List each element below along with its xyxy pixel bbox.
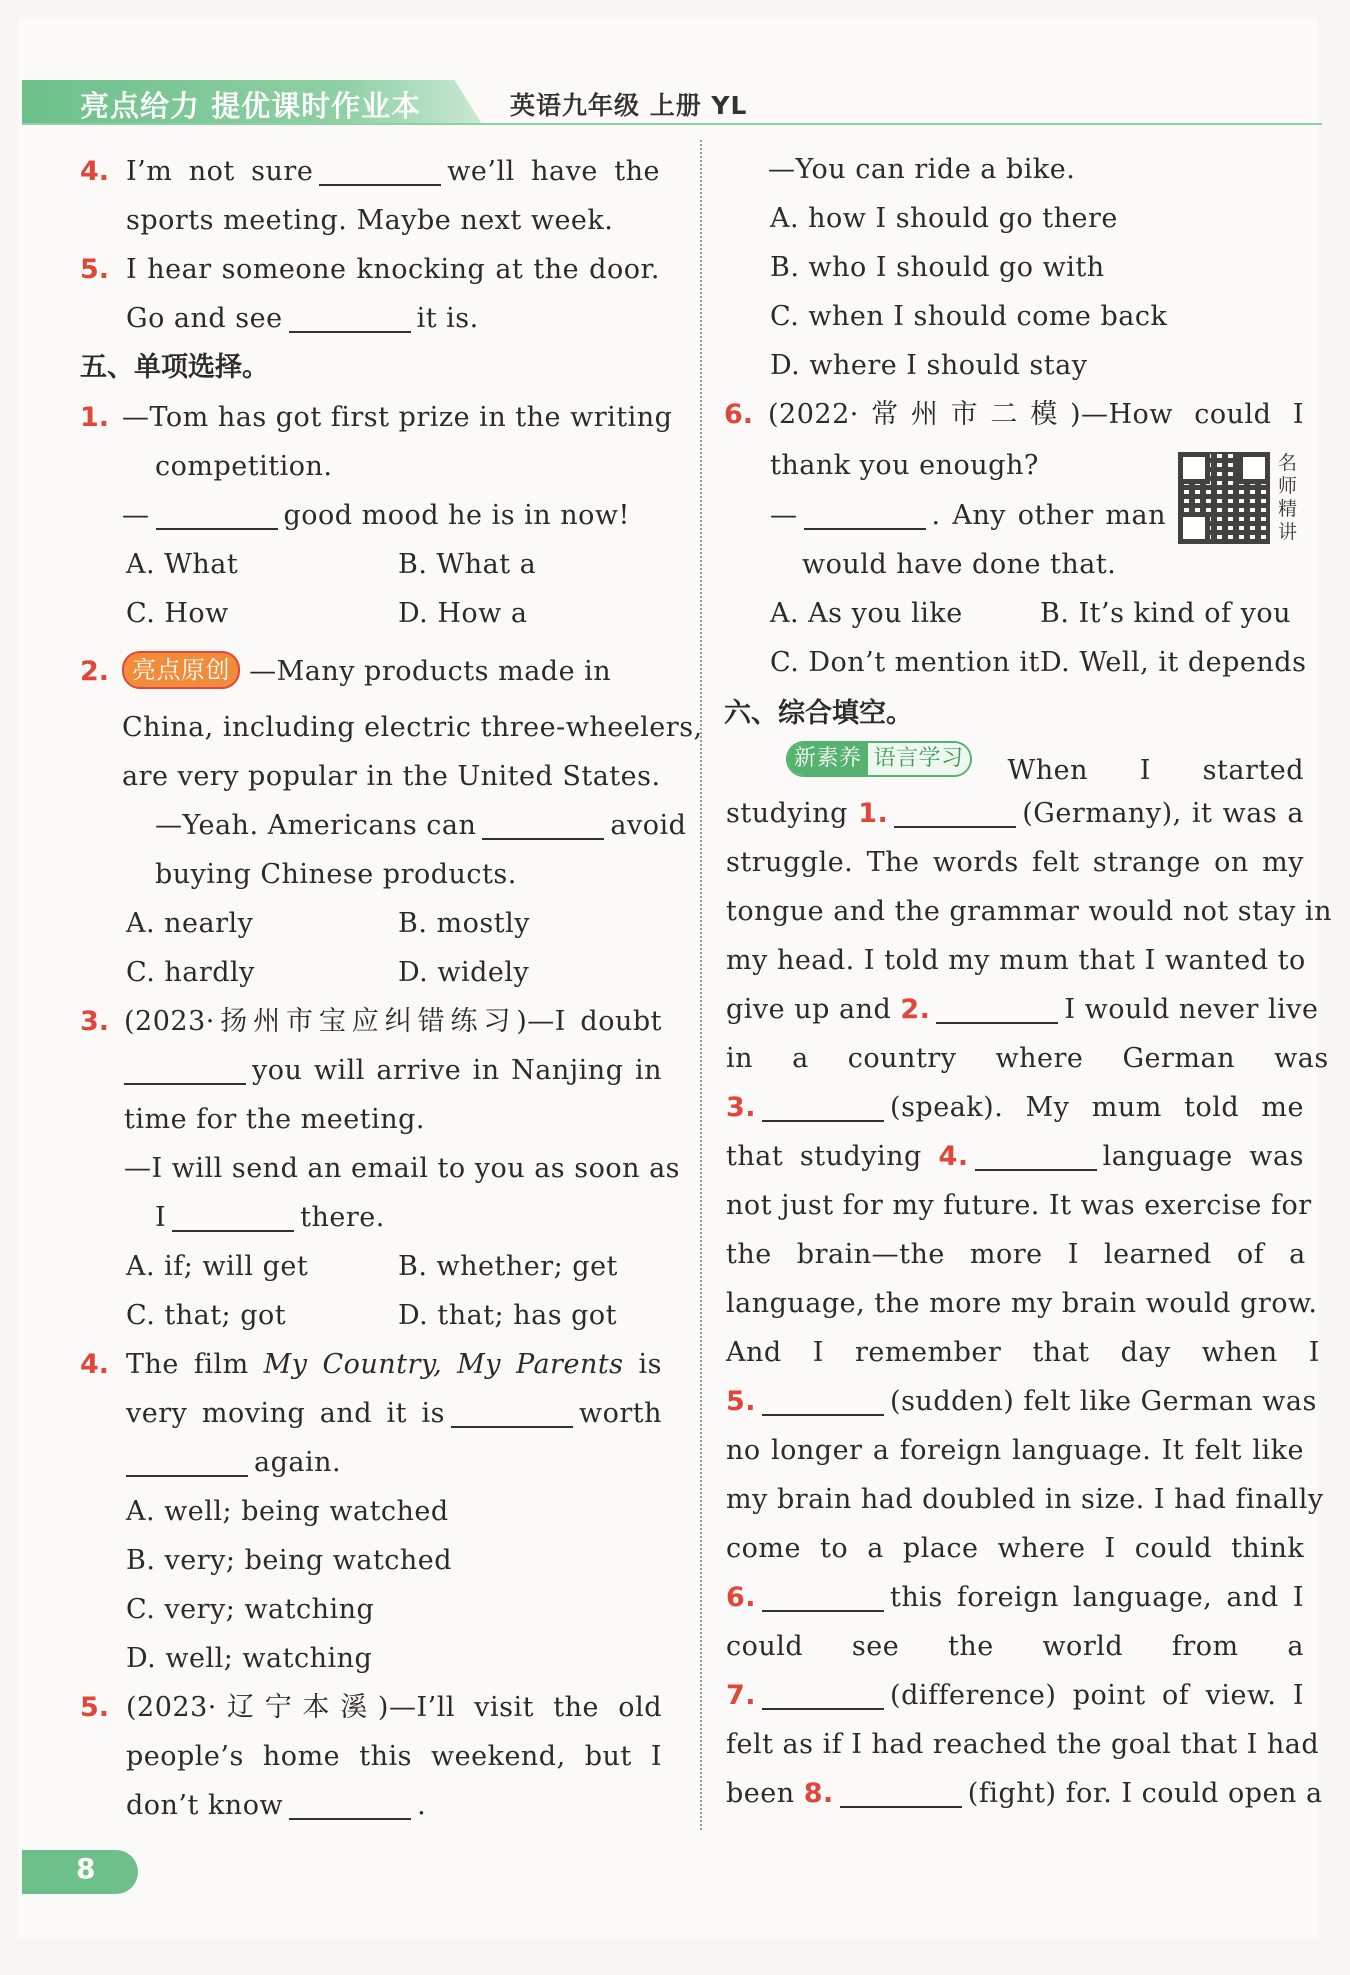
m3-option-c[interactable]: C. that; got — [126, 1300, 287, 1331]
m3-line4: —I will send an email to you as soon as — [124, 1153, 681, 1184]
core-literacy-badge: 新素养 语言学习 — [786, 741, 972, 777]
qr-finder — [1238, 452, 1270, 484]
answer-blank[interactable] — [975, 1137, 1097, 1171]
m5-option-d[interactable]: D. where I should stay — [770, 350, 1088, 381]
item-number: 4. — [80, 1349, 110, 1380]
m4-option-d[interactable]: D. well; watching — [126, 1643, 373, 1674]
m2-line2: China, including electric three-wheelers, — [122, 712, 703, 743]
header-rule — [22, 123, 1322, 125]
answer-blank[interactable] — [762, 1088, 884, 1122]
answer-blank[interactable] — [156, 496, 278, 530]
book-subtitle: 英语九年级 上册 YL — [510, 91, 748, 120]
m1-option-a[interactable]: A. What — [126, 549, 239, 580]
page-number: 8 — [76, 1852, 96, 1885]
item-number: 5. — [80, 1692, 110, 1723]
m6-option-c[interactable]: C. Don’t mention it — [770, 647, 1040, 678]
passage-line-22: been 8. (fight) for. I could open a — [726, 1770, 1304, 1818]
item-number: 2. — [80, 656, 110, 687]
item-number: 6. — [724, 399, 754, 430]
passage-line-4: tongue and the grammar would not stay in — [726, 896, 1332, 927]
passage-line-15: no longer a foreign language. It felt like — [726, 1435, 1304, 1466]
passage-line-7: in a country where German was — [726, 1043, 1329, 1074]
m6-line1: (2022·常州市二模)—How could I — [768, 399, 1304, 430]
passage-line-8: 3. (speak). My mum told me — [726, 1084, 1304, 1132]
answer-blank[interactable] — [894, 794, 1016, 828]
qr-finder — [1178, 452, 1210, 484]
m4-line2: very moving and it is worth — [126, 1390, 662, 1438]
passage-line-12: language, the more my brain would grow. — [726, 1288, 1318, 1319]
m4-line1: The film My Country, My Parents is — [126, 1349, 662, 1380]
m6-option-b[interactable]: B. It’s kind of you — [1040, 598, 1292, 629]
passage-line-5: my head. I told my mum that I wanted to — [726, 945, 1306, 976]
m2-line1: 亮点原创 —Many products made in — [122, 648, 662, 696]
passage-line-18: 6. this foreign language, and I — [726, 1574, 1304, 1622]
answer-blank[interactable] — [762, 1578, 884, 1612]
item-number: 4. — [80, 156, 110, 187]
m3-line2: you will arrive in Nanjing in — [124, 1047, 662, 1095]
m1-line2: competition. — [155, 451, 333, 482]
m2-option-d[interactable]: D. widely — [398, 957, 530, 988]
m2-option-a[interactable]: A. nearly — [126, 908, 254, 939]
answer-blank[interactable] — [762, 1382, 884, 1416]
item-number: 3. — [80, 1006, 110, 1037]
answer-blank[interactable] — [319, 152, 441, 186]
m3-option-a[interactable]: A. if; will get — [126, 1251, 309, 1282]
m2-line4: —Yeah. Americans can avoid — [155, 802, 662, 850]
answer-blank[interactable] — [126, 1443, 248, 1477]
m6-line2: thank you enough? — [770, 450, 1039, 481]
m3-line5: I there. — [155, 1194, 655, 1242]
passage-line-21: felt as if I had reached the goal that I had — [726, 1729, 1320, 1760]
m6-line4: would have done that. — [802, 549, 1117, 580]
m2-line5: buying Chinese products. — [155, 859, 517, 890]
passage-line-16: my brain had doubled in size. I had finally — [726, 1484, 1324, 1515]
m3-option-b[interactable]: B. whether; get — [398, 1251, 618, 1282]
m2-option-b[interactable]: B. mostly — [398, 908, 530, 939]
m1-option-b[interactable]: B. What a — [398, 549, 537, 580]
m6-option-d[interactable]: D. Well, it depends — [1040, 647, 1307, 678]
m1-line3: — good mood he is in now! — [122, 492, 662, 540]
answer-blank[interactable] — [124, 1051, 246, 1085]
passage-line-1: 新素养 语言学习 When I started — [786, 741, 1304, 789]
m4-option-b[interactable]: B. very; being watched — [126, 1545, 453, 1576]
m5-option-b[interactable]: B. who I should go with — [770, 252, 1105, 283]
m6-option-a[interactable]: A. As you like — [770, 598, 963, 629]
m3-line1: (2023·扬州市宝应纠错练习)—I doubt — [124, 1006, 662, 1037]
section-5-title: 五、单项选择。 — [80, 352, 269, 383]
m3-line3: time for the meeting. — [124, 1104, 425, 1135]
qr-finder — [1178, 512, 1210, 544]
film-title: My Country, My Parents — [263, 1349, 624, 1380]
passage-line-17: come to a place where I could think — [726, 1533, 1305, 1564]
passage-line-11: the brain—the more I learned of a — [726, 1239, 1306, 1270]
answer-blank[interactable] — [804, 496, 926, 530]
item-number: 5. — [80, 254, 110, 285]
q4-line2: sports meeting. Maybe next week. — [126, 205, 614, 236]
m5-line4: —You can ride a bike. — [768, 154, 1076, 185]
m6-line3: — . Any other man — [770, 492, 1166, 540]
passage-line-14: 5. (sudden) felt like German was — [726, 1378, 1304, 1426]
m2-line3: are very popular in the United States. — [122, 761, 661, 792]
answer-blank[interactable] — [172, 1198, 294, 1232]
m4-option-a[interactable]: A. well; being watched — [126, 1496, 449, 1527]
passage-line-20: 7. (difference) point of view. I — [726, 1672, 1304, 1720]
passage-line-10: not just for my future. It was exercise for — [726, 1190, 1312, 1221]
passage-line-3: struggle. The words felt strange on my — [726, 847, 1304, 878]
answer-blank[interactable] — [936, 990, 1058, 1024]
q5-line1: I hear someone knocking at the door. — [126, 254, 660, 285]
m3-option-d[interactable]: D. that; has got — [398, 1300, 618, 1331]
m5-option-c[interactable]: C. when I should come back — [770, 301, 1168, 332]
answer-blank[interactable] — [289, 1786, 411, 1820]
qr-code[interactable] — [1178, 452, 1270, 544]
original-badge: 亮点原创 — [122, 651, 240, 689]
passage-line-19: could see the world from a — [726, 1631, 1304, 1662]
section-6-title: 六、综合填空。 — [724, 698, 913, 729]
m1-option-d[interactable]: D. How a — [398, 598, 528, 629]
answer-blank[interactable] — [451, 1394, 573, 1428]
answer-blank[interactable] — [289, 299, 411, 333]
m5-line1: (2023·辽宁本溪)—I’ll visit the old — [126, 1692, 662, 1723]
m4-line3: again. — [126, 1439, 662, 1487]
qr-label: 名师精讲 — [1278, 452, 1298, 543]
m2-option-c[interactable]: C. hardly — [126, 957, 255, 988]
passage-line-2: studying 1. (Germany), it was a — [726, 790, 1304, 838]
answer-blank[interactable] — [482, 806, 604, 840]
m5-option-a[interactable]: A. how I should go there — [770, 203, 1118, 234]
m4-option-c[interactable]: C. very; watching — [126, 1594, 375, 1625]
q5-line2: Go and see it is. — [126, 295, 660, 343]
column-divider — [700, 140, 703, 1830]
m5-line2: people’s home this weekend, but I — [126, 1741, 662, 1772]
answer-blank[interactable] — [762, 1676, 884, 1710]
m1-option-c[interactable]: C. How — [126, 598, 229, 629]
m5-line3: don’t know . — [126, 1782, 662, 1830]
q4-line1: I’m not sure we’ll have the — [126, 148, 660, 196]
m1-line1: —Tom has got first prize in the writing — [122, 402, 673, 433]
answer-blank[interactable] — [840, 1774, 962, 1808]
passage-line-9: that studying 4. language was — [726, 1133, 1304, 1181]
item-number: 1. — [80, 402, 110, 433]
passage-line-6: give up and 2. I would never live — [726, 986, 1304, 1034]
passage-line-13: And I remember that day when I — [726, 1337, 1320, 1368]
series-title: 亮点给力 提优课时作业本 — [80, 89, 422, 123]
